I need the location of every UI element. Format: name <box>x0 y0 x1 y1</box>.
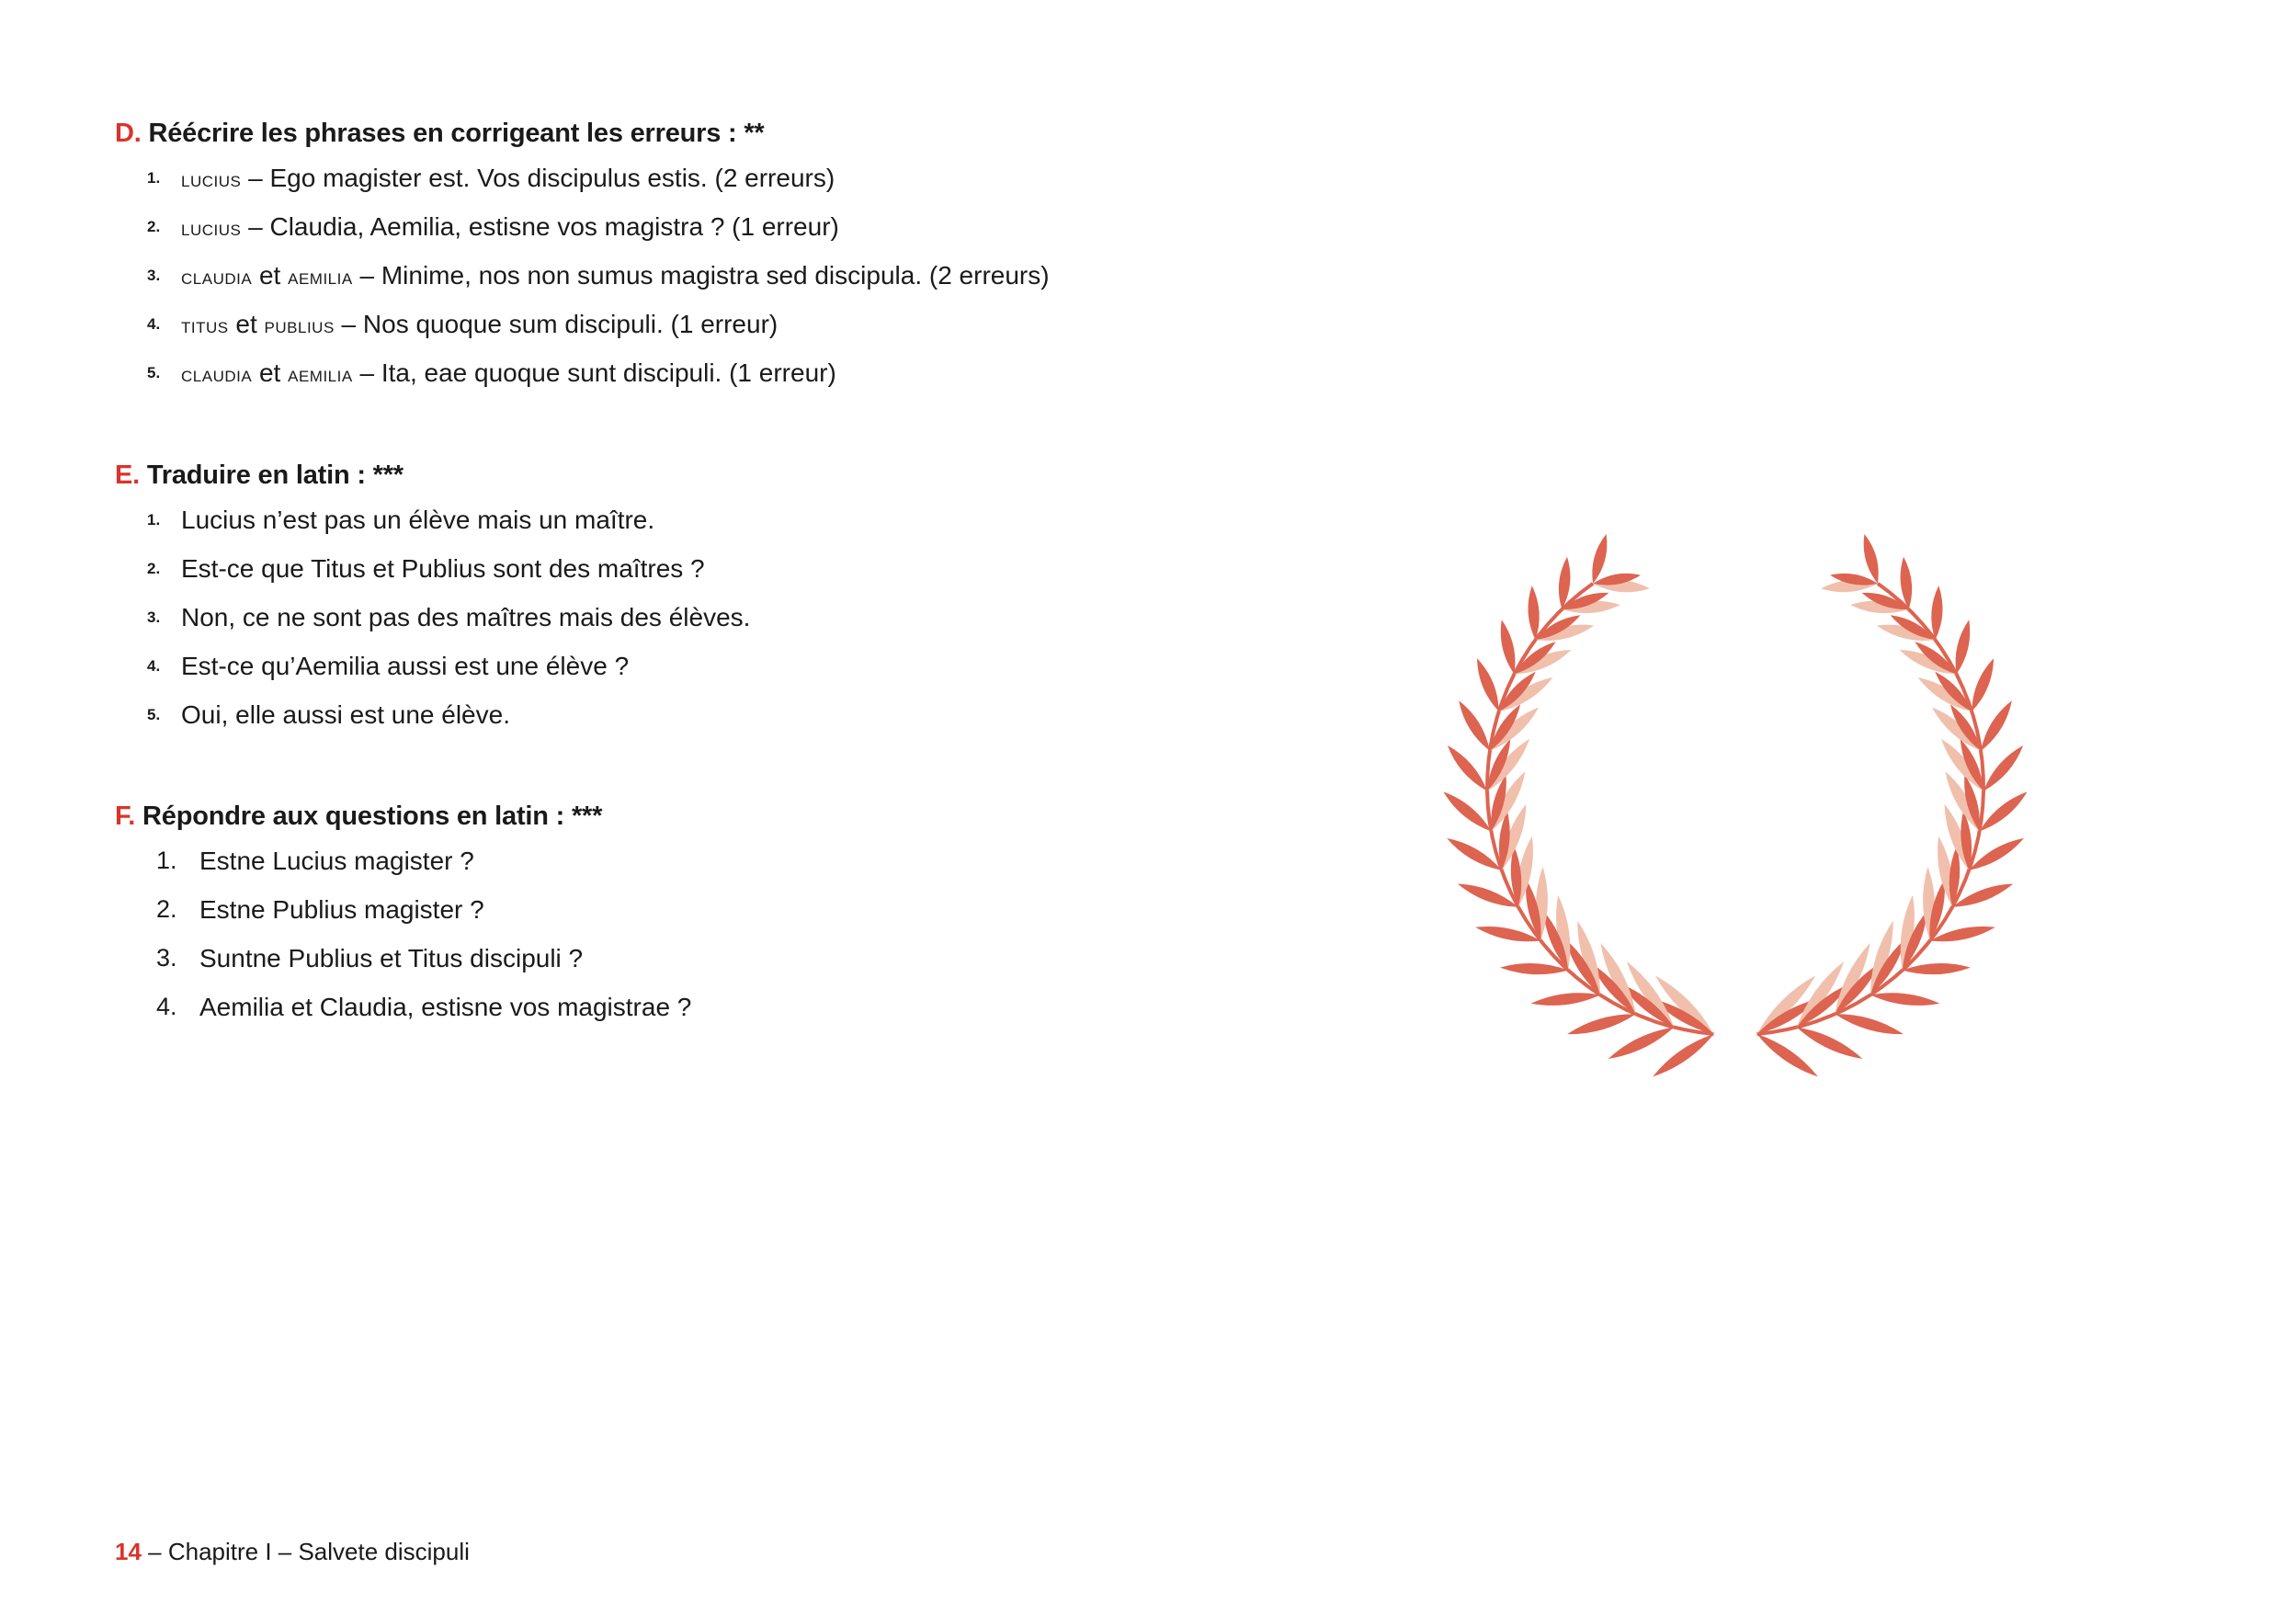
sentence-text: – Claudia, Aemilia, estisne vos magistra ? (1 erreur) <box>241 212 839 241</box>
conjunction: et <box>252 261 289 290</box>
item-number: 4. <box>147 315 161 333</box>
exercise-e-title: Traduire en latin : *** <box>146 460 404 490</box>
wreath-leaf <box>1530 989 1601 1008</box>
item-text: Suntne Publius et Titus discipuli ? <box>199 944 584 972</box>
wreath-leaf <box>1794 1022 1865 1063</box>
wreath-leaf <box>1979 742 2027 795</box>
speaker-name: lucius <box>181 216 242 241</box>
wreath-leaf <box>1967 656 1999 713</box>
item-text: Estne Lucius magister ? <box>199 847 474 875</box>
speaker-name: claudia <box>181 265 253 290</box>
page-number: 14 <box>115 1538 142 1565</box>
list-item <box>115 300 1310 348</box>
item-number: 5. <box>147 364 161 381</box>
conjunction: et <box>228 310 265 338</box>
wreath-leaf <box>1454 698 1495 754</box>
exercise-f-letter: F. <box>115 802 136 831</box>
list-item <box>115 544 1310 593</box>
item-text: Aemilia et Claudia, estisne vos magistrae ? <box>199 993 692 1021</box>
item-number: 2. <box>147 218 161 235</box>
exercise-d-heading <box>115 113 1310 153</box>
list-item <box>115 983 1310 1031</box>
item-text <box>181 202 839 253</box>
speaker-name: claudia <box>181 362 253 387</box>
sentence-text: – Ego magister est. Vos discipulus estis. (2 erreurs) <box>241 164 835 192</box>
item-text <box>181 251 1050 301</box>
laurel-wreath-icon <box>1423 511 2048 1099</box>
item-text: Est-ce qu’Aemilia aussi est une élève ? <box>181 652 630 680</box>
exercise-e-heading <box>115 455 1310 495</box>
wreath-leaf <box>1870 989 1940 1008</box>
speaker-name: titus <box>181 313 229 338</box>
list-item <box>115 934 1310 983</box>
wreath-leaf <box>1976 698 2017 754</box>
exercise-d-title: Réécrire les phrases en corrigeant les erreurs : ** <box>148 119 765 148</box>
exercise-f-heading <box>115 796 1310 836</box>
exercise-d <box>115 113 1310 397</box>
exercise-d-list <box>115 153 1310 397</box>
wreath-leaf <box>1903 962 1972 976</box>
wreath-leaf <box>1527 585 1541 641</box>
item-number: 1. <box>147 169 161 187</box>
speaker-name: publius <box>264 313 335 338</box>
speaker-name: lucius <box>181 167 242 192</box>
exercise-f <box>115 796 1310 1031</box>
page-footer <box>115 1533 470 1570</box>
list-item <box>115 348 1310 397</box>
speaker-name: aemilia <box>288 362 353 387</box>
sentence-text: – Nos quoque sum discipuli. (1 erreur) <box>334 310 779 338</box>
list-item <box>115 495 1310 544</box>
item-text: Estne Publius magister ? <box>199 895 484 924</box>
item-number: 3. <box>147 267 161 284</box>
exercise-d-letter: D. <box>115 119 142 148</box>
list-item <box>115 836 1310 885</box>
wreath-leaf <box>1606 1022 1677 1063</box>
item-number: 4. <box>147 657 161 675</box>
item-text <box>181 153 835 204</box>
wreath-leaf <box>1443 742 1491 795</box>
exercise-f-title: Répondre aux questions en latin : *** <box>142 802 603 831</box>
exercise-e-letter: E. <box>115 460 140 490</box>
list-item <box>115 593 1310 642</box>
wreath-leaf <box>1565 1009 1637 1040</box>
wreath-leaf <box>1472 656 1504 713</box>
item-number: 1. <box>156 847 177 874</box>
item-number: 5. <box>147 706 161 723</box>
exercise-e-list <box>115 495 1310 739</box>
item-number: 1. <box>147 511 161 529</box>
item-number: 3. <box>147 608 161 626</box>
item-text <box>181 348 836 399</box>
item-number: 4. <box>156 993 177 1020</box>
exercise-e <box>115 455 1310 739</box>
item-text: Non, ce ne sont pas des maîtres mais des élèves. <box>181 603 751 631</box>
sentence-text: – Ita, eae quoque sunt discipuli. (1 erreur) <box>352 358 836 387</box>
wreath-leaf <box>1496 619 1519 676</box>
list-item <box>115 251 1310 300</box>
wreath-leaf <box>1930 585 1945 641</box>
list-item <box>115 690 1310 739</box>
list-item <box>115 885 1310 934</box>
conjunction: et <box>252 358 289 387</box>
item-number: 2. <box>147 560 161 577</box>
speaker-name: aemilia <box>288 265 353 290</box>
wreath-leaf <box>1834 1009 1905 1040</box>
item-text <box>181 300 778 350</box>
item-number: 3. <box>156 944 177 972</box>
item-text: Lucius n’est pas un élève mais un maître. <box>181 506 655 534</box>
chapter-title: – Chapitre I – Salvete discipuli <box>141 1538 470 1565</box>
item-number: 2. <box>156 895 177 923</box>
sentence-text: – Minime, nos non sumus magistra sed discipula. (2 erreurs) <box>352 261 1050 290</box>
list-item <box>115 153 1310 202</box>
exercise-f-list <box>115 836 1310 1031</box>
wreath-leaf <box>1951 619 1974 676</box>
list-item <box>115 202 1310 251</box>
item-text: Oui, elle aussi est une élève. <box>181 700 510 729</box>
wreath-leaf <box>1500 962 1569 976</box>
list-item <box>115 642 1310 690</box>
item-text: Est-ce que Titus et Publius sont des maîtres ? <box>181 554 705 583</box>
